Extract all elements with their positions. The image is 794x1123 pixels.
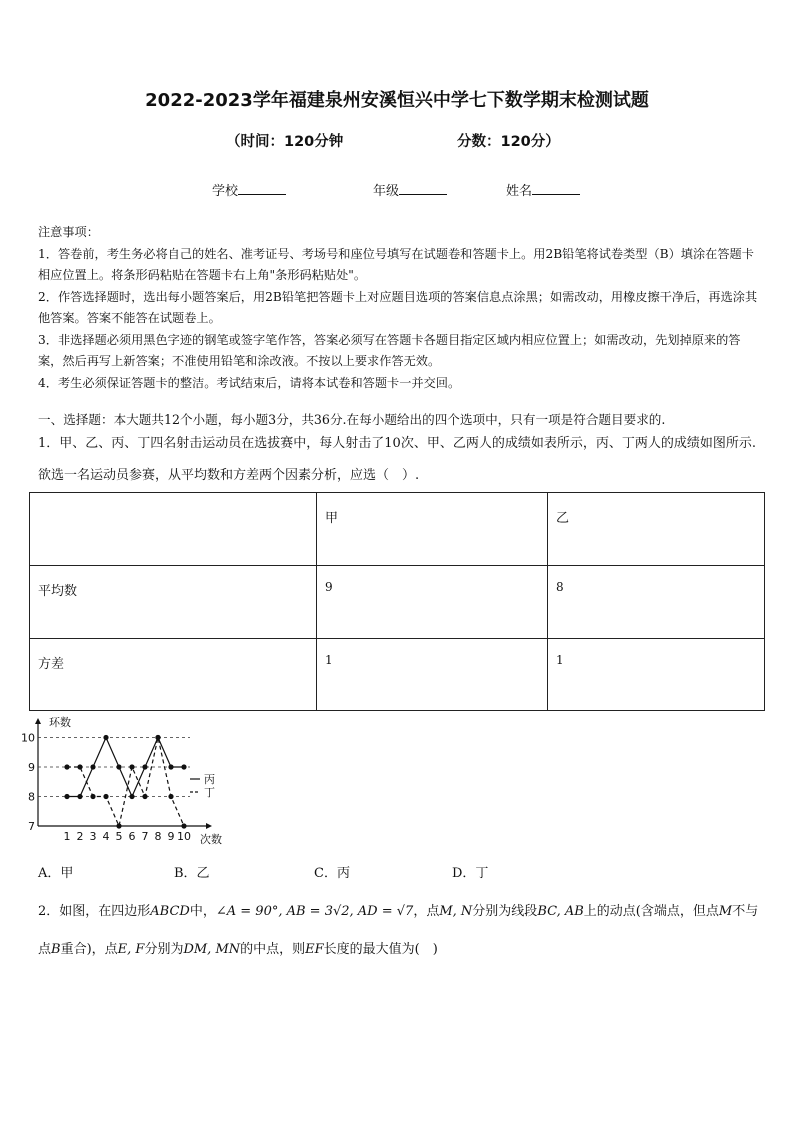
data-point [64, 794, 69, 799]
question-2-text [38, 893, 760, 969]
q2-part: 长度的最大值为( ) [323, 942, 438, 957]
data-point [155, 735, 160, 740]
x-tick-label: 5 [115, 830, 123, 843]
x-tick-label: 4 [102, 830, 110, 843]
data-point [77, 764, 82, 769]
table-cell: 方差 [30, 639, 317, 711]
exam-score: 分数：120分） [457, 134, 560, 150]
choice-d: D．丁 [452, 866, 489, 881]
x-tick-label: 10 [177, 830, 191, 843]
data-point [142, 764, 147, 769]
name-label: 姓名 [506, 184, 533, 199]
school-label: 学校 [212, 184, 239, 199]
x-axis-arrow [206, 823, 212, 829]
data-point [168, 794, 173, 799]
q2-math: M, N [439, 904, 473, 919]
note-item: 3．非选择题必须用黑色字迹的钢笔或签字笔作答，答案必须写在答题卡各题目指定区域内相应位置上；如需改动，先划掉原来的答案，然后再写上新答案；不准使用铅笔和涂改液。不按以上要求作答无效。 [38, 332, 741, 368]
x-tick-label: 6 [128, 830, 136, 843]
table-cell: 平均数 [30, 566, 317, 639]
school-field [212, 180, 286, 199]
q2-math: ∠A = 90°, AB = 3√2, AD = √7 [215, 904, 414, 919]
data-point [129, 794, 134, 799]
data-point [90, 794, 95, 799]
q2-part: ，点 [413, 904, 440, 919]
notes [38, 222, 760, 394]
data-point [64, 764, 69, 769]
y-tick-label: 10 [21, 731, 35, 745]
x-tick-label: 1 [63, 830, 71, 843]
data-point [103, 794, 108, 799]
table-header-cell: 甲 [317, 493, 548, 566]
score-table [29, 492, 765, 711]
q2-part: 中， [189, 904, 216, 919]
data-point [129, 764, 134, 769]
y-axis-label: 环数 [49, 716, 71, 729]
choice-c: C．丙 [314, 866, 350, 881]
note-item: 1．答卷前，考生务必将自己的姓名、准考证号、考场号和座位号填写在试题卷和答题卡上。用2B铅笔将试卷类型（B）填涂在答题卡相应位置上。将条形码粘贴在答题卡右上角"条形码粘贴处"。 [38, 246, 754, 282]
table-cell: 1 [317, 639, 548, 711]
page-title: 2022-2023学年福建泉州安溪恒兴中学七下数学期末检测试题 [145, 90, 649, 111]
question-1-text: 1．甲、乙、丙、丁四名射击运动员在选拔赛中，每人射击了10次、甲、乙两人的成绩如表所示，丙、丁两人的成绩如图所示.欲选一名运动员参赛，从平均数和方差两个因素分析，应选（ ）. [38, 436, 756, 483]
x-axis-label: 次数 [200, 833, 222, 846]
table-cell: 1 [548, 639, 765, 711]
exam-time: （时间：120分钟 [226, 134, 344, 150]
table-header-cell [30, 493, 317, 566]
choice-a: A．甲 [38, 866, 74, 881]
legend-label: 丙 [204, 773, 215, 786]
q2-math: B [51, 942, 61, 957]
q2-part: 分别为线段 [472, 904, 538, 919]
note-item: 2．作答选择题时，选出每小题答案后，用2B铅笔把答题卡上对应题目选项的答案信息点涂黑；如需改动，用橡皮擦干净后，再选涂其他答案。答案不能答在试题卷上。 [38, 289, 758, 325]
data-point [142, 794, 147, 799]
q2-part: 重合)，点 [60, 942, 118, 957]
x-tick-label: 9 [167, 830, 175, 843]
q2-math: E, F [117, 942, 145, 957]
grade-blank [399, 182, 447, 195]
x-tick-label: 7 [141, 830, 149, 843]
y-tick-label: 7 [28, 820, 35, 833]
school-blank [238, 182, 286, 195]
note-item: 4．考生必须保证答题卡的整洁。考试结束后，请将本试卷和答题卡一并交回。 [38, 375, 461, 390]
table-header-row [30, 493, 765, 566]
data-point [181, 823, 186, 828]
q2-part: 的中点，则 [240, 942, 306, 957]
q2-math: BC, AB [537, 904, 584, 919]
table-row [30, 639, 765, 711]
data-point [90, 764, 95, 769]
name-blank [532, 182, 580, 195]
data-point [103, 735, 108, 740]
table-row [30, 566, 765, 639]
x-tick-label: 8 [154, 830, 162, 843]
q2-part: 不与点 [38, 904, 759, 957]
question-1-choices [0, 862, 794, 882]
q2-math: ABCD [150, 904, 190, 919]
score-line-chart [21, 716, 230, 848]
table-header-cell: 乙 [548, 493, 765, 566]
q2-part: 分别为 [144, 942, 184, 957]
q2-math: M [718, 904, 733, 919]
grade-label: 年级 [373, 184, 400, 199]
table-cell: 9 [317, 566, 548, 639]
data-point [77, 794, 82, 799]
q2-math: DM, MN [183, 942, 241, 957]
q2-math: EF [305, 942, 324, 957]
grade-field [373, 180, 447, 199]
data-point [116, 764, 121, 769]
name-field [506, 180, 580, 199]
data-point [181, 764, 186, 769]
data-point [168, 764, 173, 769]
y-axis-arrow [35, 718, 41, 724]
x-tick-label: 3 [89, 830, 97, 843]
q2-part: 2．如图，在四边形 [38, 904, 151, 919]
q2-part: 上的动点(含端点，但点 [583, 904, 719, 919]
notes-heading: 注意事项： [38, 225, 99, 239]
data-point [116, 823, 121, 828]
y-tick-label: 8 [28, 790, 35, 804]
section-heading: 一、选择题：本大题共12个小题，每小题3分，共36分.在每小题给出的四个选项中，只有一项是符合题目要求的. [38, 412, 666, 427]
legend-label: 丁 [204, 786, 215, 799]
x-tick-label: 2 [76, 830, 84, 843]
table-cell: 8 [548, 566, 765, 639]
y-tick-label: 9 [28, 761, 35, 774]
choice-b: B．乙 [174, 866, 210, 881]
